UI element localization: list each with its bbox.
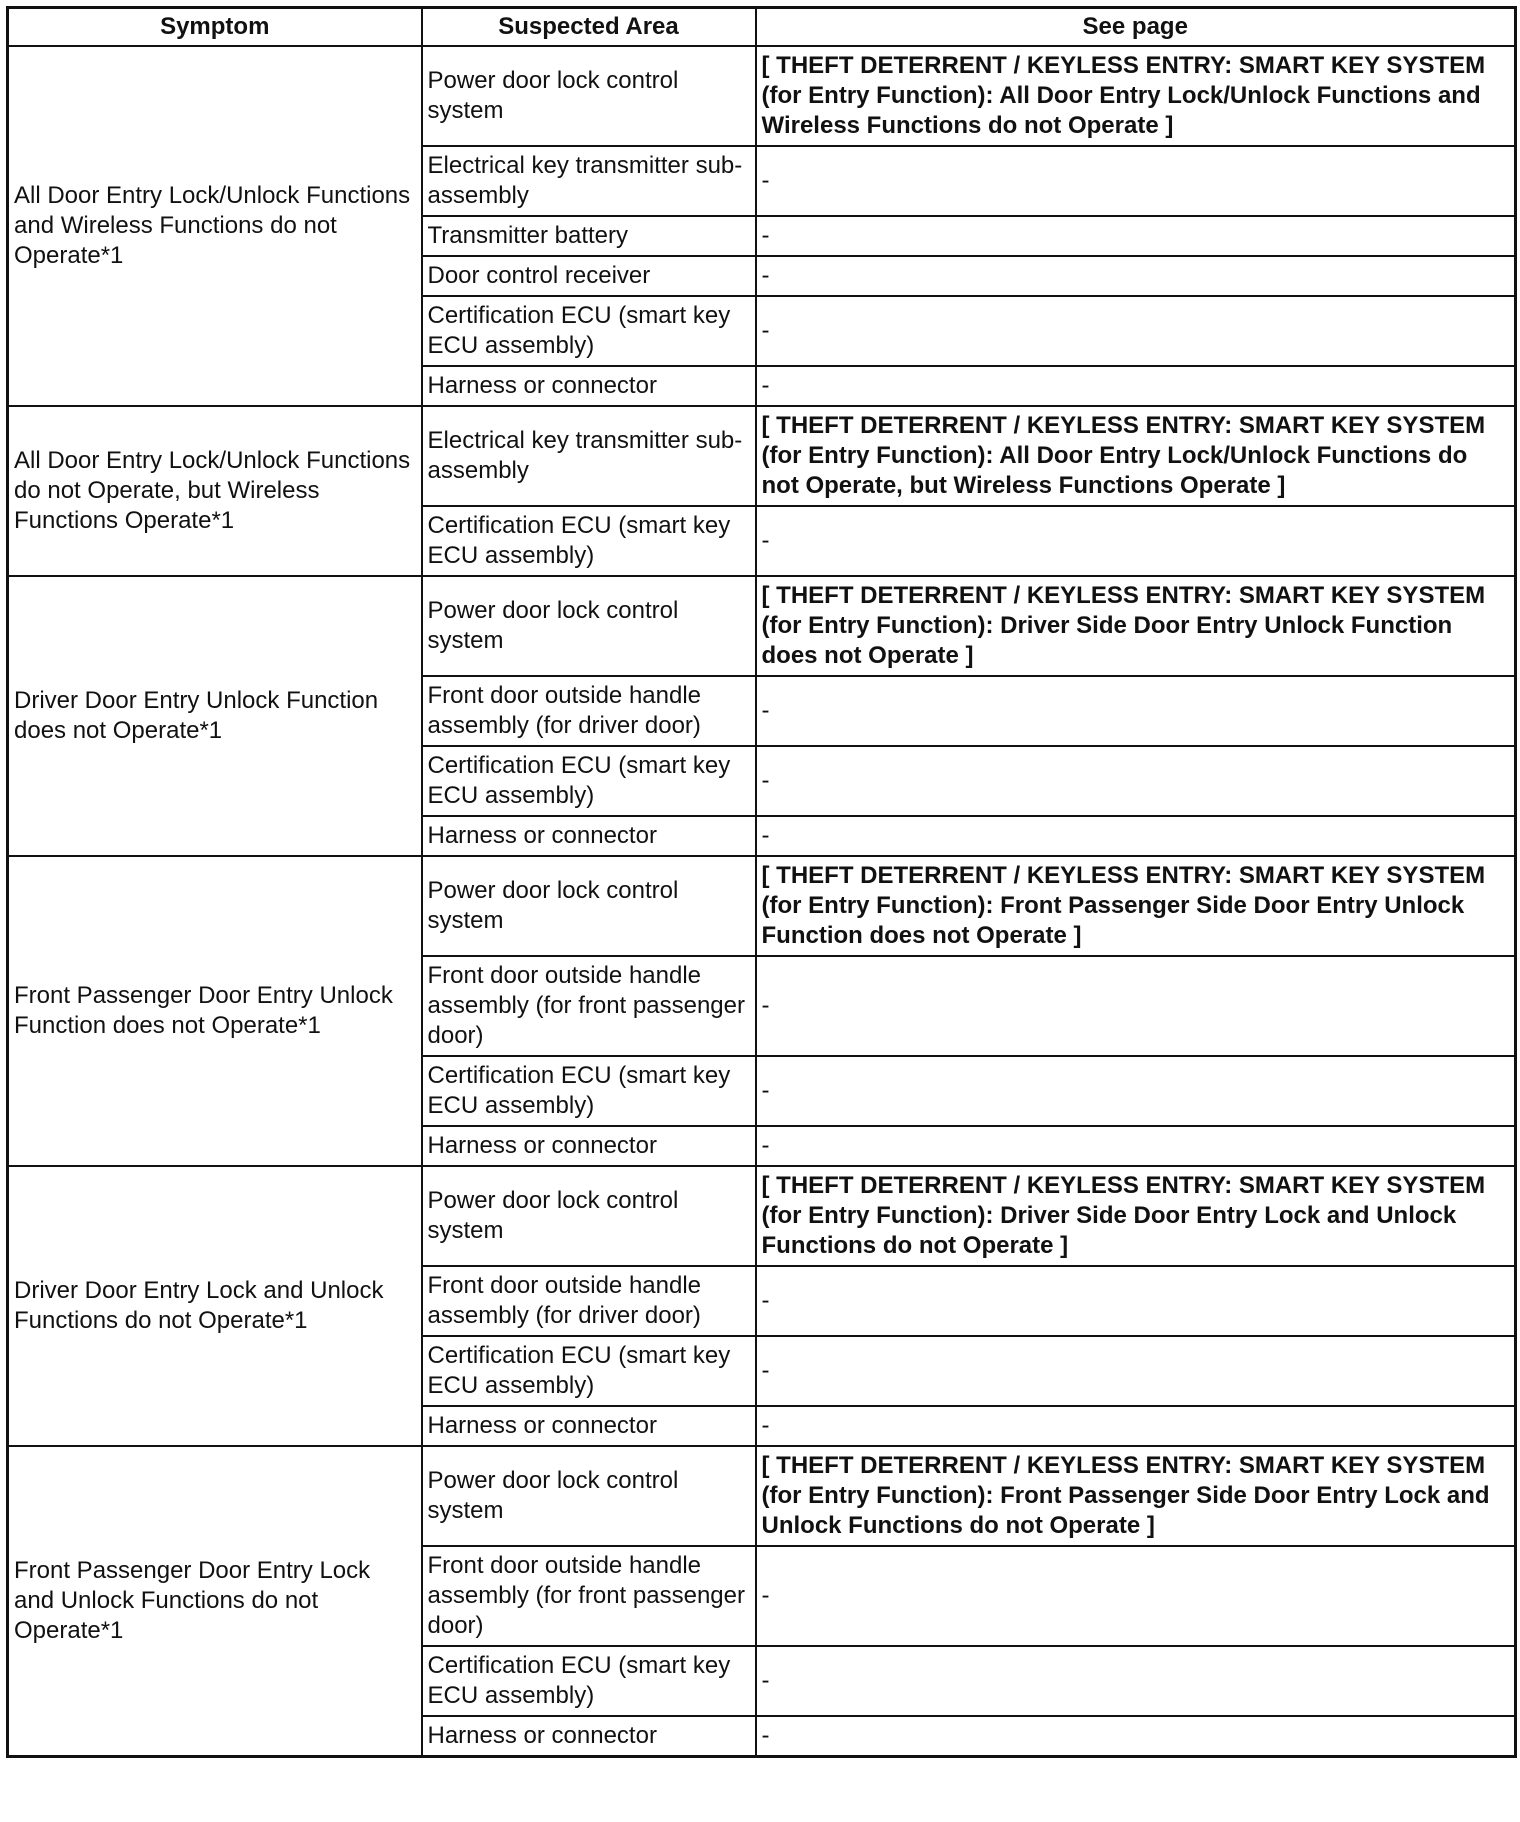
symptom-table xyxy=(6,6,1517,1758)
see-page-cell: - xyxy=(756,1336,1516,1406)
suspected-area-cell: Certification ECU (smart key ECU assembly) xyxy=(422,296,756,366)
see-page-cell: - xyxy=(756,256,1516,296)
see-page-cell: - xyxy=(756,216,1516,256)
suspected-area-cell: Front door outside handle assembly (for driver door) xyxy=(422,676,756,746)
see-page-cell: - xyxy=(756,956,1516,1056)
symptom-cell: All Door Entry Lock/Unlock Functions and Wireless Functions do not Operate*1 xyxy=(8,46,422,406)
see-page-cell: - xyxy=(756,816,1516,856)
see-page-cell: - xyxy=(756,1646,1516,1716)
see-page-link[interactable]: [ THEFT DETERRENT / KEYLESS ENTRY: SMART KEY SYSTEM (for Entry Function): All Door Entry Lock/Unlock Functions do not Operate, but Wireless Functions Operate ] xyxy=(756,406,1516,506)
table-row xyxy=(8,856,1516,956)
suspected-area-cell: Power door lock control system xyxy=(422,856,756,956)
header-suspected-area: Suspected Area xyxy=(422,8,756,47)
document-page xyxy=(6,6,1517,1758)
suspected-area-cell: Harness or connector xyxy=(422,816,756,856)
symptom-cell: Driver Door Entry Unlock Function does not Operate*1 xyxy=(8,576,422,856)
suspected-area-cell: Harness or connector xyxy=(422,366,756,406)
see-page-cell: - xyxy=(756,1266,1516,1336)
see-page-cell: - xyxy=(756,506,1516,576)
suspected-area-cell: Electrical key transmitter sub-assembly xyxy=(422,406,756,506)
header-symptom: Symptom xyxy=(8,8,422,47)
see-page-link[interactable]: [ THEFT DETERRENT / KEYLESS ENTRY: SMART KEY SYSTEM (for Entry Function): Driver Side Door Entry Lock and Unlock Functions do not Operate ] xyxy=(756,1166,1516,1266)
suspected-area-cell: Front door outside handle assembly (for front passenger door) xyxy=(422,1546,756,1646)
header-see-page: See page xyxy=(756,8,1516,47)
suspected-area-cell: Certification ECU (smart key ECU assembly) xyxy=(422,1646,756,1716)
suspected-area-cell: Certification ECU (smart key ECU assembly) xyxy=(422,506,756,576)
suspected-area-cell: Door control receiver xyxy=(422,256,756,296)
see-page-link[interactable]: [ THEFT DETERRENT / KEYLESS ENTRY: SMART KEY SYSTEM (for Entry Function): Front Passenger Side Door Entry Unlock Function does not Operate ] xyxy=(756,856,1516,956)
suspected-area-cell: Certification ECU (smart key ECU assembly) xyxy=(422,746,756,816)
suspected-area-cell: Certification ECU (smart key ECU assembly) xyxy=(422,1336,756,1406)
symptom-cell: Front Passenger Door Entry Unlock Function does not Operate*1 xyxy=(8,856,422,1166)
see-page-cell: - xyxy=(756,296,1516,366)
suspected-area-cell: Power door lock control system xyxy=(422,1446,756,1546)
table-row xyxy=(8,406,1516,506)
see-page-cell: - xyxy=(756,1546,1516,1646)
table-row xyxy=(8,576,1516,676)
see-page-link[interactable]: [ THEFT DETERRENT / KEYLESS ENTRY: SMART KEY SYSTEM (for Entry Function): All Door Entry Lock/Unlock Functions and Wireless Functions do not Operate ] xyxy=(756,46,1516,146)
table-row xyxy=(8,1446,1516,1546)
see-page-cell: - xyxy=(756,1126,1516,1166)
see-page-cell: - xyxy=(756,1056,1516,1126)
symptom-cell: All Door Entry Lock/Unlock Functions do not Operate, but Wireless Functions Operate*1 xyxy=(8,406,422,576)
see-page-cell: - xyxy=(756,676,1516,746)
table-body xyxy=(8,46,1516,1757)
see-page-link[interactable]: [ THEFT DETERRENT / KEYLESS ENTRY: SMART KEY SYSTEM (for Entry Function): Front Passenger Side Door Entry Lock and Unlock Functions do not Operate ] xyxy=(756,1446,1516,1546)
see-page-link[interactable]: [ THEFT DETERRENT / KEYLESS ENTRY: SMART KEY SYSTEM (for Entry Function): Driver Side Door Entry Unlock Function does not Operate ] xyxy=(756,576,1516,676)
suspected-area-cell: Front door outside handle assembly (for front passenger door) xyxy=(422,956,756,1056)
suspected-area-cell: Power door lock control system xyxy=(422,1166,756,1266)
see-page-cell: - xyxy=(756,1716,1516,1757)
see-page-cell: - xyxy=(756,146,1516,216)
suspected-area-cell: Certification ECU (smart key ECU assembly) xyxy=(422,1056,756,1126)
see-page-cell: - xyxy=(756,746,1516,816)
see-page-cell: - xyxy=(756,1406,1516,1446)
symptom-cell: Front Passenger Door Entry Lock and Unlock Functions do not Operate*1 xyxy=(8,1446,422,1757)
table-row xyxy=(8,1166,1516,1266)
suspected-area-cell: Harness or connector xyxy=(422,1406,756,1446)
suspected-area-cell: Transmitter battery xyxy=(422,216,756,256)
suspected-area-cell: Front door outside handle assembly (for driver door) xyxy=(422,1266,756,1336)
suspected-area-cell: Electrical key transmitter sub-assembly xyxy=(422,146,756,216)
see-page-cell: - xyxy=(756,366,1516,406)
suspected-area-cell: Power door lock control system xyxy=(422,46,756,146)
symptom-cell: Driver Door Entry Lock and Unlock Functions do not Operate*1 xyxy=(8,1166,422,1446)
suspected-area-cell: Power door lock control system xyxy=(422,576,756,676)
suspected-area-cell: Harness or connector xyxy=(422,1126,756,1166)
table-row xyxy=(8,46,1516,146)
suspected-area-cell: Harness or connector xyxy=(422,1716,756,1757)
table-header-row xyxy=(8,8,1516,47)
